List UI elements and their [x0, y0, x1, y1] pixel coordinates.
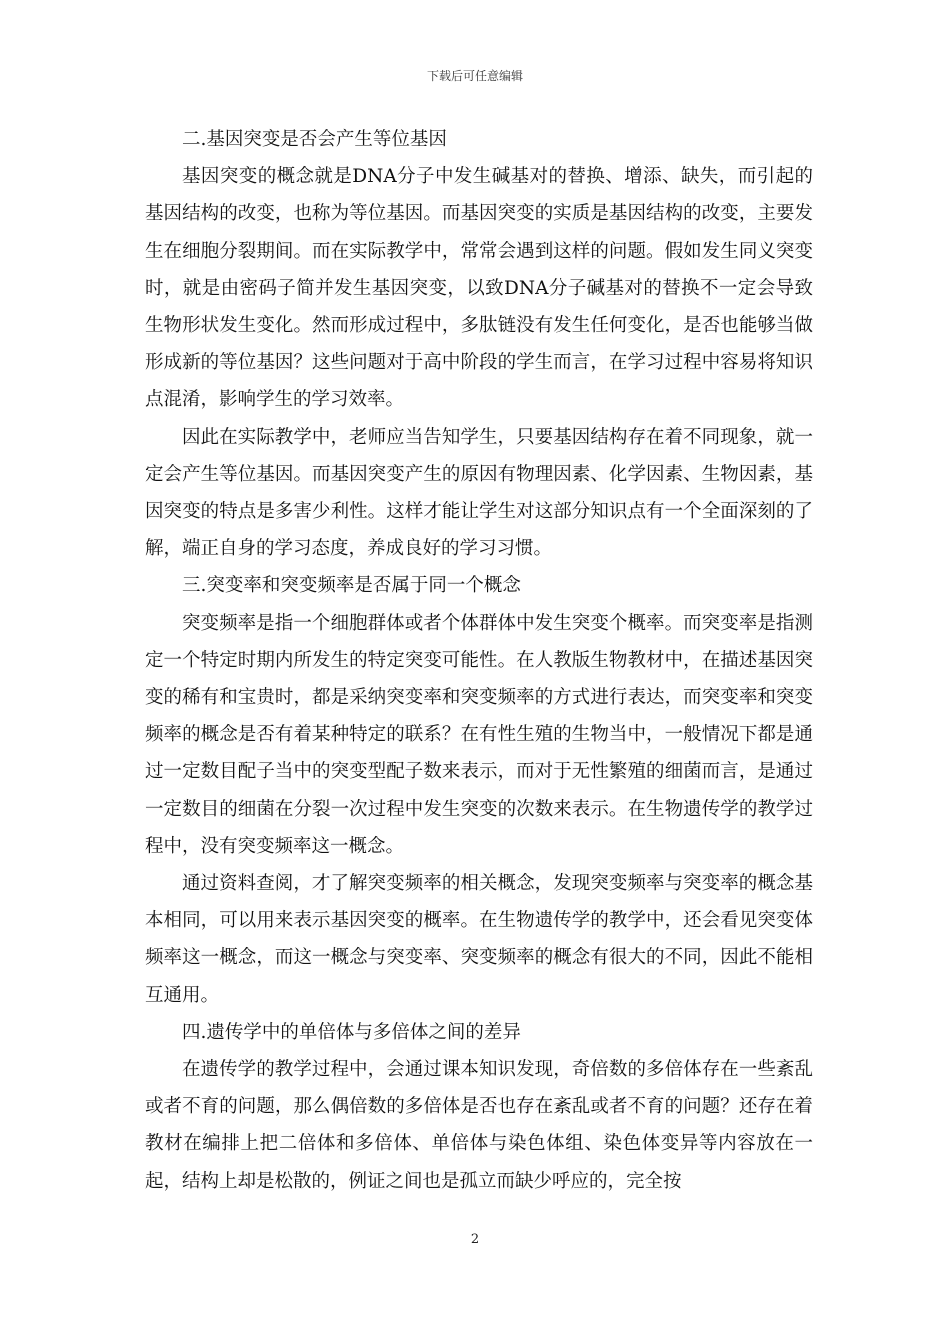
page-number: 2 [470, 1232, 480, 1247]
paragraph: 因此在实际教学中，老师应当告知学生，只要基因结构存在着不同现象，就一定会产生等位基因。而基因突变产生的原因有物理因素、化学因素、生物因素，基因突变的特点是多害少利性。这样才能让学生对这部分知识点有一个全面深刻的了解，端正自身的学习态度，养成良好的学习习惯。 [145, 426, 813, 560]
section-heading-4: 四.遗传学中的单倍体与多倍体之间的差异 [182, 1021, 521, 1043]
paragraph: 在遗传学的教学过程中，会通过课本知识发现，奇倍数的多倍体存在一些紊乱或者不育的问题，那么偶倍数的多倍体是否也存在紊乱或者不育的问题？还存在着教材在编排上把二倍体和多倍体、单倍体与染色体组、染色体变异等内容放在一起，结构上却是松散的，例证之间也是孤立而缺少呼应的，完全按 [145, 1059, 813, 1192]
paragraph: 突变频率是指一个细胞群体或者个体群体中发生突变个概率。而突变率是指测定一个特定时期内所发生的特定突变可能性。在人教版生物教材中，在描述基因突变的稀有和宝贵时，都是采纳突变率和突变频率的方式进行表达，而突变率和突变频率的概念是否有着某种特定的联系？在有性生殖的生物当中，一般情况下都是通过一定数目配子当中的突变型配子数来表示，而对于无性繁殖的细菌而言，是通过一定数目的细菌在分裂一次过程中发生突变的次数来表示。在生物遗传学的教学过程中，没有突变频率这一概念。 [145, 612, 813, 857]
paragraph: 基因突变的概念就是DNA分子中发生碱基对的替换、增添、缺失，而引起的基因结构的改变，也称为等位基因。而基因突变的实质是基因结构的改变，主要发生在细胞分裂期间。而在实际教学中，常常会遇到这样的问题。假如发生同义突变时，就是由密码子简并发生基因突变，以致DNA分子碱基对的替换不一定会导致生物形状发生变化。然而形成过程中，多肽链没有发生任何变化，是否也能够当做形成新的等位基因？这些问题对于高中阶段的学生而言，在学习过程中容易将知识点混淆，影响学生的学习效率。 [145, 166, 813, 411]
document-body [145, 121, 813, 1200]
section-heading-2: 二.基因突变是否会产生等位基因 [182, 129, 447, 150]
header-note: 下载后可任意编辑 [426, 69, 523, 83]
section-heading-3: 三.突变率和突变频率是否属于同一个概念 [182, 575, 521, 597]
paragraph: 通过资料查阅，才了解突变频率的相关概念，发现突变频率与突变率的概念基本相同，可以用来表示基因突变的概率。在生物遗传学的教学中，还会看见突变体频率这一概念，而这一概念与突变率、突变频率的概念有很大的不同，因此不能相互通用。 [145, 873, 813, 1006]
